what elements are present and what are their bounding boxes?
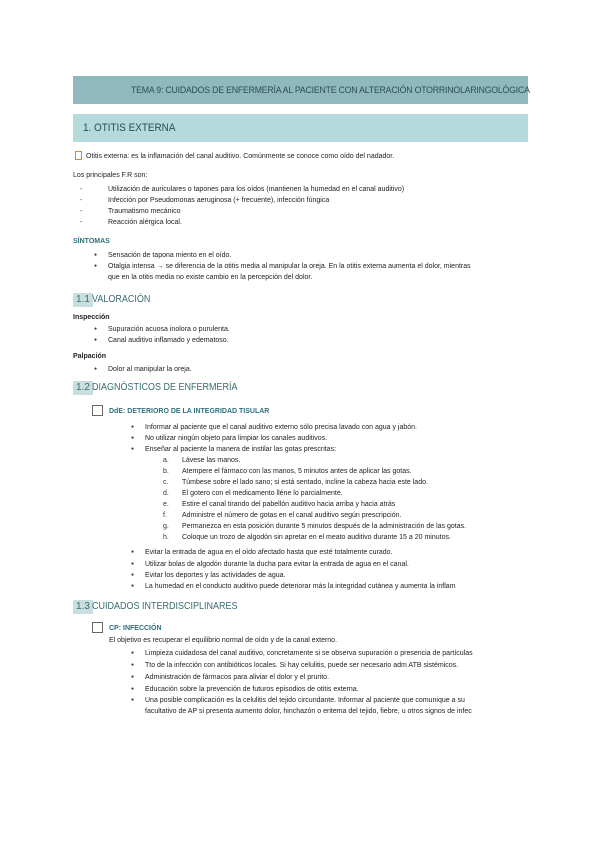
palpation-label: Palpación xyxy=(73,353,107,360)
subsection-number: 1.2 xyxy=(73,381,93,395)
step-text: Estire el canal tirando del pabellón auditivo hacia arriba y hacia atrás xyxy=(182,501,396,508)
list-item: ● Supuración acuosa inolora o purulenta. xyxy=(108,325,230,334)
subsection-title: VALORACIÓN xyxy=(92,294,151,305)
subsection-number: 1.1 xyxy=(73,293,93,307)
list-item: ● Evitar los deportes y las actividades de agua. xyxy=(145,571,285,580)
list-item: ● Utilizar bolas de algodón durante la ducha para evitar la entrada de agua en el canal. xyxy=(145,560,409,569)
list-item: ● Evitar la entrada de agua en el oído afectado hasta que esté totalmente curado. xyxy=(145,548,393,557)
step-text: El gotero con el medicamento lléne lo parcialmente. xyxy=(182,490,343,497)
chapter-title-bar xyxy=(73,76,528,104)
section-heading-bar xyxy=(73,114,528,142)
inspection-label: Inspección xyxy=(73,314,110,321)
list-item: - Utilización de auriculares o tapones para los oídos (mantienen la humedad en el canal auditivo) xyxy=(108,185,404,194)
step-text: Administre el número de gotas en el canal auditivo según prescripción. xyxy=(182,512,402,519)
list-item: ● Tto de la infección con antibióticos locales. Si hay celulitis, puede ser necesario adm ATB sistémicos. xyxy=(145,661,458,670)
risk-factors-label: Los principales F.R son: xyxy=(73,172,148,179)
list-item: ● Limpieza cuidadosa del canal auditivo, concretamente si se observa supuración o presencia de partículas xyxy=(145,649,473,658)
list-item: ● Canal auditivo inflamado y edematoso. xyxy=(108,336,229,345)
step-letter: f. xyxy=(163,512,167,519)
list-item: ● La humedad en el conducto auditivo puede deteriorar más la integridad cutánea y aumenta la inflam xyxy=(145,582,456,591)
step-letter: g. xyxy=(163,523,169,530)
list-item-continuation: que en la otitis media no existe cambio en la percepción del dolor. xyxy=(108,274,313,281)
section-heading: 1. OTITIS EXTERNA xyxy=(83,122,176,134)
step-text: Atempere el fármaco con las manos, 5 minutos antes de aplicar las gotas. xyxy=(182,468,412,475)
checkbox-icon xyxy=(92,622,103,633)
list-item: - Traumatismo mecánico xyxy=(108,207,181,216)
step-letter: e. xyxy=(163,501,169,508)
step-letter: a. xyxy=(163,457,169,464)
subsection-number: 1.3 xyxy=(73,600,93,614)
list-item-continuation: facultativo de AP si presenta aumento dolor, hinchazón o eritema del tejido, fiebre, u otros signos de infec xyxy=(145,708,472,715)
list-item: ● Otalgia intensa → se diferencia de la otitis media al manipular la oreja. En la otitis externa aumenta el dolor, mientras xyxy=(108,262,471,271)
list-item: ● Administración de fármacos para aliviar el dolor y el prurito. xyxy=(145,673,329,682)
subsection-title: DIAGNÓSTICOS DE ENFERMERÍA xyxy=(92,382,238,393)
list-item: - Infección por Pseudomonas aeruginosa (+ frecuente), infección fúngica xyxy=(108,196,329,205)
list-item: ● Una posible complicación es la celulitis del tejido circundante. Informar al paciente que comunique a su xyxy=(145,696,465,705)
step-text: Permanezca en esta posición durante 5 minutos después de la administración de las gotas. xyxy=(182,523,467,530)
list-item: ● Informar al paciente que el canal auditivo externo sólo precisa lavado con agua y jabón. xyxy=(145,423,417,432)
subsection-title: CUIDADOS INTERDISCIPLINARES xyxy=(92,601,238,612)
symptoms-label: SÍNTOMAS xyxy=(73,238,110,245)
step-text: Lávese las manos. xyxy=(182,457,241,464)
chapter-title: TEMA 9: CUIDADOS DE ENFERMERÍA AL PACIENTE CON ALTERACIÓN OTORRINOLARINGOLÓGICA xyxy=(131,84,530,95)
step-letter: c. xyxy=(163,479,169,486)
list-item: ● No utilizar ningún objeto para limpiar los canales auditivos. xyxy=(145,434,327,443)
list-item: ● Educación sobre la prevención de futuros episodios de otitis externa. xyxy=(145,685,359,694)
step-letter: d. xyxy=(163,490,169,497)
step-letter: h. xyxy=(163,534,169,541)
step-text: Túmbese sobre el lado sano; si está sentado, incline la cabeza hacia este lado. xyxy=(182,479,428,486)
list-item: - Reacción alérgica local. xyxy=(108,218,182,227)
list-item: ● Enseñar al paciente la manera de instilar las gotas prescritas: xyxy=(145,445,336,454)
definition-text: Otitis externa: es la inflamación del canal auditivo. Comúnmente se conoce como oído del nadador. xyxy=(86,153,395,160)
list-item: ● Dolor al manipular la oreja. xyxy=(108,365,192,374)
checkbox-icon xyxy=(75,151,82,160)
objective-text: El objetivo es recuperar el equilibrio normal de oído y de la canal externo. xyxy=(109,637,338,644)
checkbox-icon xyxy=(92,405,103,416)
list-item: ● Sensación de tapona miento en el oído. xyxy=(108,251,231,260)
step-letter: b. xyxy=(163,468,169,475)
diagnosis-label: DdE: DETERIORO DE LA INTEGRIDAD TISULAR xyxy=(109,408,270,415)
cp-label: CP: INFECCIÓN xyxy=(109,625,162,632)
step-text: Coloque un trozo de algodón sin apretar en el meato auditivo durante 15 a 20 minutos. xyxy=(182,534,451,541)
